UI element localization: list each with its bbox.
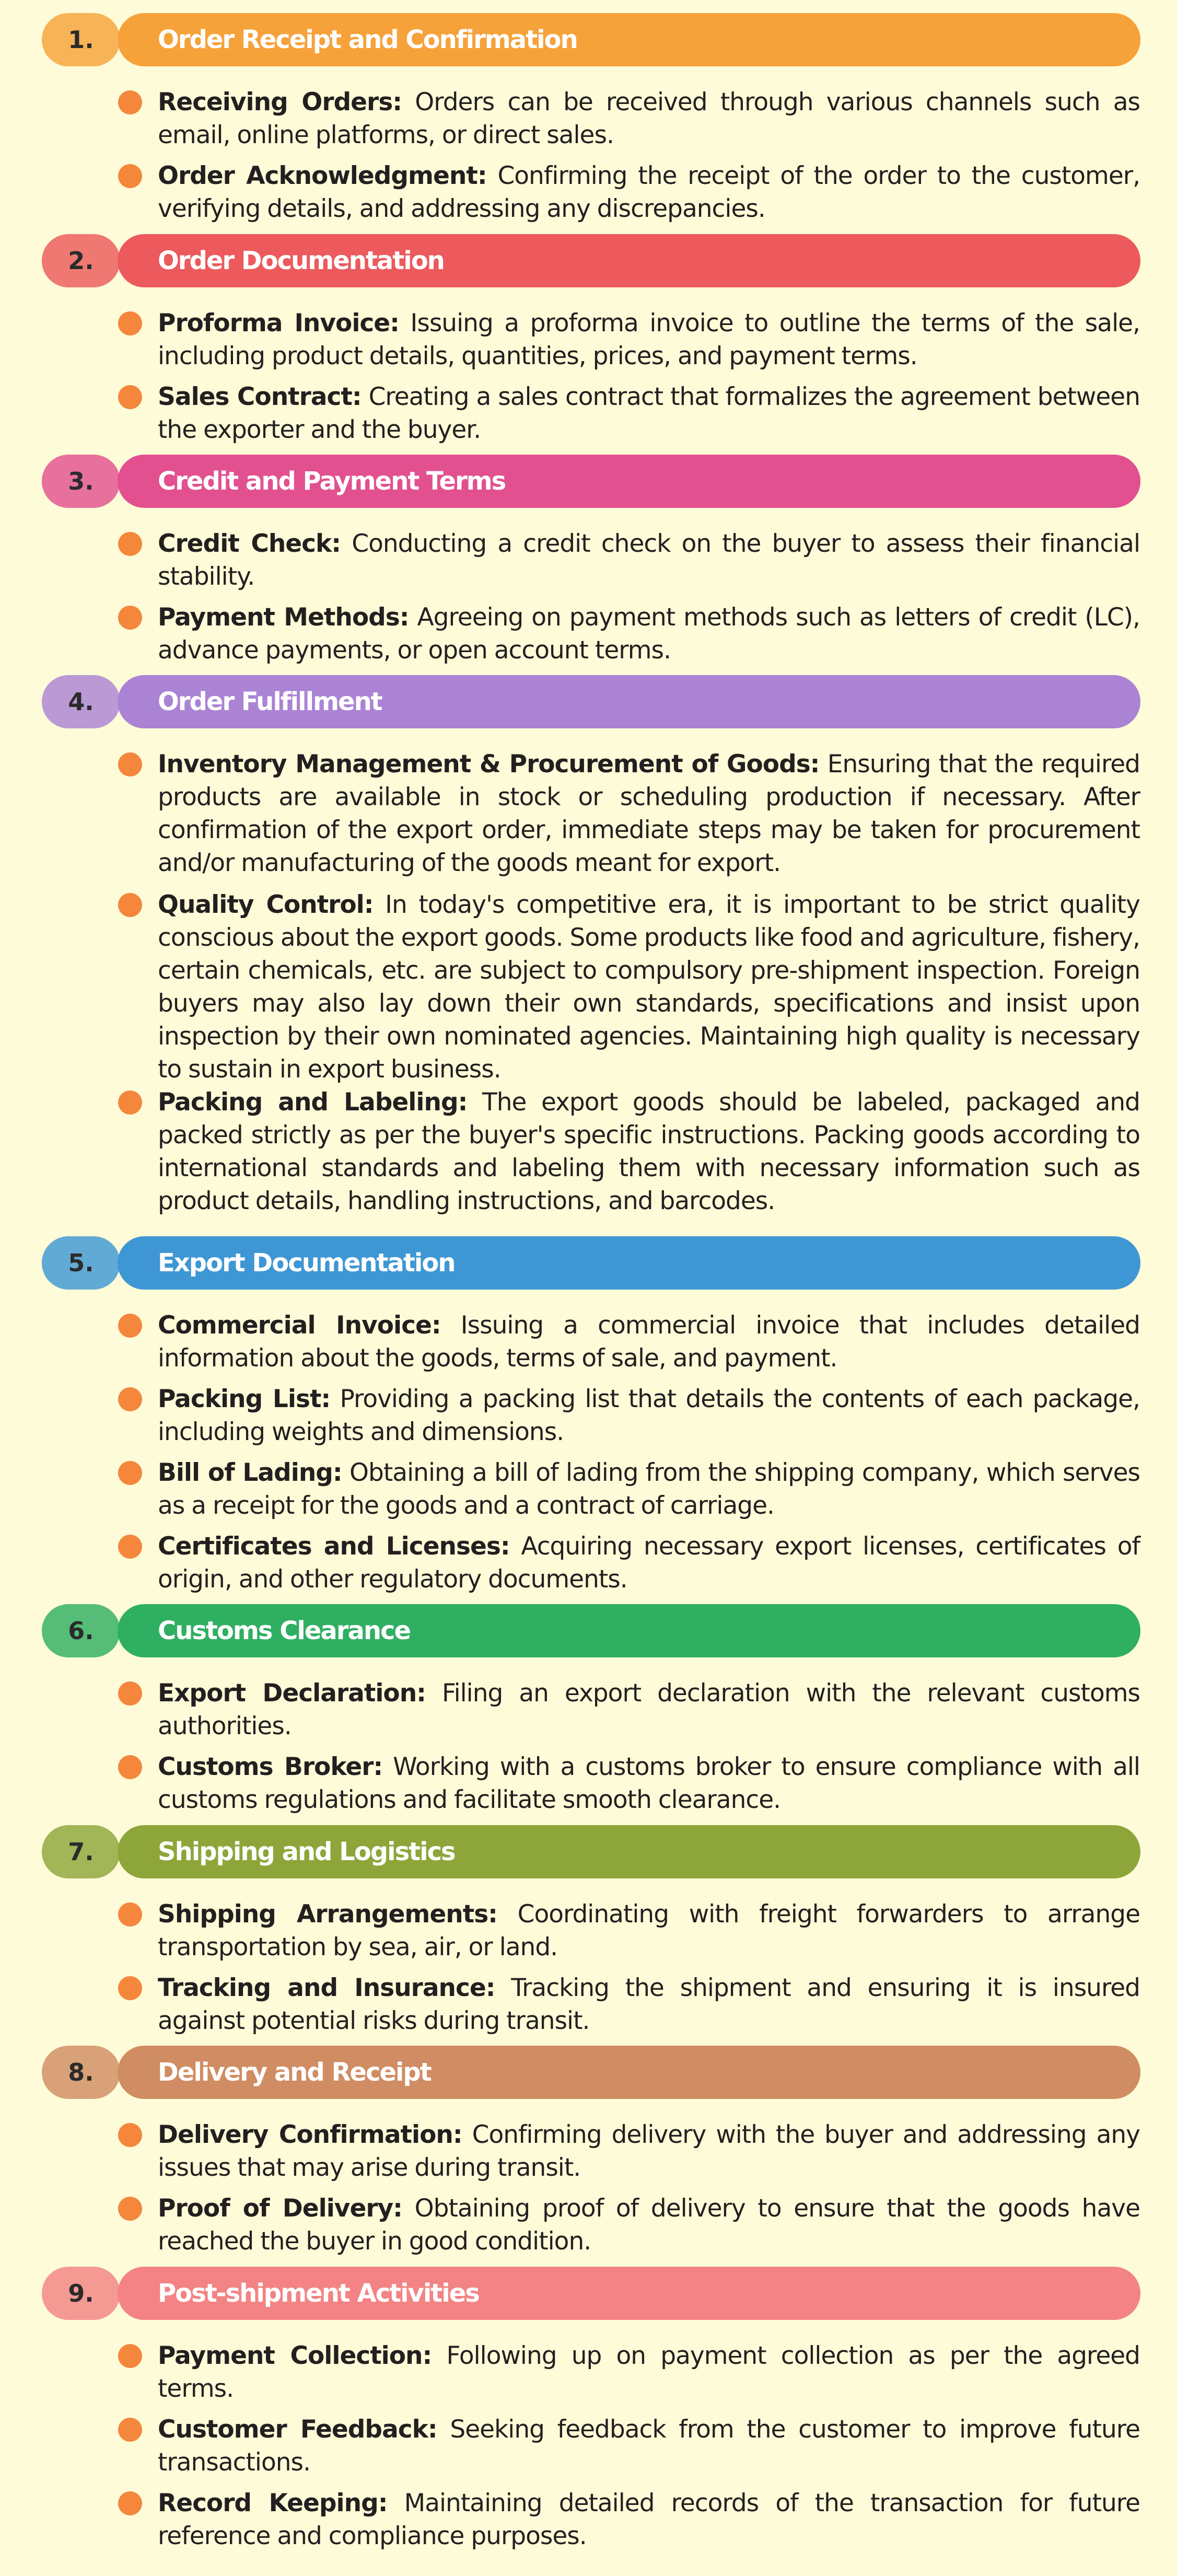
bullet-text <box>158 2413 1140 2479</box>
section-number: 9. <box>68 2279 94 2307</box>
bullet-description: Maintaining detailed records of the transaction for future reference and compliance purposes. <box>158 2489 1140 2550</box>
section-number: 4. <box>68 688 94 716</box>
bullet-text <box>158 1971 1140 2037</box>
bullet-description: The export goods should be labeled, packaged and packed strictly as per the buyer's specific instructions. Packing goods according to international standards and labeling them with necessary information such as product details, handling instructions, and barcodes. <box>158 1088 1140 1215</box>
bullet-label: Bill of Lading: <box>158 1458 342 1487</box>
bullet-text <box>158 1750 1140 1816</box>
bullet-description: Seeking feedback from the customer to improve future transactions. <box>158 2415 1140 2477</box>
bullet-description: In today's competitive era, it is important to be strict quality conscious about the export goods. Some products like food and agriculture, fishery, certain chemicals, etc. are subject to compulsory pre-shipment inspection. Foreign buyers may also lay down their own standards, specifications and insist upon inspection by their own nominated agencies. Maintaining high quality is necessary to sustain in export business. <box>158 890 1140 1084</box>
bullet-description: Filing an export declaration with the relevant customs authorities. <box>158 1679 1140 1740</box>
bullet-dot-icon <box>118 1461 142 1485</box>
bullet-label: Record Keeping: <box>158 2489 388 2517</box>
bullet-label: Order Acknowledgment: <box>158 161 487 190</box>
bullet-dot-icon <box>118 2197 142 2221</box>
bullet-dot-icon <box>118 1902 142 1927</box>
bullet-label: Payment Methods: <box>158 603 409 632</box>
section-header <box>42 2267 1140 2320</box>
bullet-description: Obtaining proof of delivery to ensure that the goods have reached the buyer in good condition. <box>158 2194 1140 2256</box>
bullet-dot-icon <box>118 2344 142 2368</box>
section-number: 8. <box>68 2058 94 2086</box>
bullet-label: Payment Collection: <box>158 2341 432 2370</box>
bullet-dot-icon <box>118 1755 142 1779</box>
bullet-label: Certificates and Licenses: <box>158 1532 510 1561</box>
section-number: 1. <box>68 26 94 54</box>
bullet-dot-icon <box>118 1387 142 1411</box>
section-title: Order Fulfillment <box>158 687 382 716</box>
bullet-dot-icon <box>118 2418 142 2442</box>
bullet-text <box>158 1086 1140 1217</box>
bullet-description: Confirming delivery with the buyer and addressing any issues that may arise during transit. <box>158 2120 1140 2182</box>
bullet-label: Receiving Orders: <box>158 88 402 117</box>
section-header <box>42 1604 1140 1657</box>
bullet-description: Following up on payment collection as per the agreed terms. <box>158 2341 1140 2403</box>
bullet-text <box>158 2487 1140 2552</box>
bullet-description: Creating a sales contract that formalizes the agreement between the exporter and the buyer. <box>158 382 1140 444</box>
bullet-dot-icon <box>118 752 142 776</box>
bullet-label: Customer Feedback: <box>158 2415 437 2444</box>
bullet-label: Credit Check: <box>158 529 341 558</box>
bullet-dot-icon <box>118 164 142 188</box>
bullet-text <box>158 748 1140 879</box>
section-number: 2. <box>68 247 94 275</box>
bullet-label: Commercial Invoice: <box>158 1311 441 1340</box>
bullet-label: Packing List: <box>158 1385 331 1413</box>
section-number: 7. <box>68 1838 94 1866</box>
bullet-description: Ensuring that the required products are available in stock or scheduling production if necessary. After confirmation of the export order, immediate steps may be taken for procurement and/or manufacturing of the goods meant for export. <box>158 750 1140 877</box>
bullet-dot-icon <box>118 893 142 917</box>
bullet-text <box>158 2192 1140 2258</box>
section-title: Export Documentation <box>158 1248 455 1278</box>
bullet-dot-icon <box>118 2123 142 2147</box>
bullet-label: Customs Broker: <box>158 1753 383 1781</box>
bullet-label: Export Declaration: <box>158 1679 426 1708</box>
bullet-text <box>158 380 1140 446</box>
bullet-text <box>158 1309 1140 1375</box>
bullet-dot-icon <box>118 385 142 409</box>
section-number: 5. <box>68 1249 94 1277</box>
bullet-description: Issuing a commercial invoice that includes detailed information about the goods, terms of sale, and payment. <box>158 1311 1140 1373</box>
section-header <box>42 13 1140 66</box>
bullet-description: Issuing a proforma invoice to outline the terms of the sale, including product details, quantities, prices, and payment terms. <box>158 309 1140 370</box>
bullet-dot-icon <box>118 2491 142 2515</box>
bullet-description: Working with a customs broker to ensure compliance with all customs regulations and facilitate smooth clearance. <box>158 1753 1140 1814</box>
bullet-text <box>158 1456 1140 1522</box>
bullet-label: Packing and Labeling: <box>158 1088 468 1117</box>
bullet-text <box>158 159 1140 225</box>
bullet-label: Proforma Invoice: <box>158 309 399 338</box>
bullet-text <box>158 1898 1140 1964</box>
bullet-text <box>158 1677 1140 1743</box>
bullet-description: Conducting a credit check on the buyer to assess their financial stability. <box>158 529 1140 591</box>
bullet-text <box>158 2339 1140 2405</box>
bullet-text <box>158 1530 1140 1596</box>
bullet-dot-icon <box>118 532 142 556</box>
bullet-description: Tracking the shipment and ensuring it is insured against potential risks during transit. <box>158 1974 1140 2035</box>
bullet-text <box>158 307 1140 373</box>
bullet-description: Coordinating with freight forwarders to arrange transportation by sea, air, or land. <box>158 1900 1140 1962</box>
bullet-dot-icon <box>118 1535 142 1559</box>
section-title: Customs Clearance <box>158 1616 411 1645</box>
bullet-label: Delivery Confirmation: <box>158 2120 462 2149</box>
bullet-text <box>158 527 1140 593</box>
bullet-description: Orders can be received through various channels such as email, online platforms, or direct sales. <box>158 88 1140 149</box>
bullet-dot-icon <box>118 90 142 114</box>
bullet-label: Proof of Delivery: <box>158 2194 402 2223</box>
bullet-label: Quality Control: <box>158 890 374 919</box>
bullet-label: Shipping Arrangements: <box>158 1900 497 1929</box>
bullet-description: Acquiring necessary export licenses, certificates of origin, and other regulatory documents. <box>158 1532 1140 1594</box>
bullet-dot-icon <box>118 311 142 335</box>
section-title: Delivery and Receipt <box>158 2058 431 2087</box>
bullet-text <box>158 2118 1140 2184</box>
bullet-dot-icon <box>118 1314 142 1338</box>
section-header <box>42 2046 1140 2099</box>
bullet-text <box>158 86 1140 152</box>
section-header <box>42 1236 1140 1290</box>
section-header <box>42 234 1140 287</box>
section-header <box>42 455 1140 508</box>
section-title: Credit and Payment Terms <box>158 467 506 496</box>
bullet-dot-icon <box>118 1681 142 1705</box>
bullet-text <box>158 1383 1140 1448</box>
section-number: 6. <box>68 1617 94 1645</box>
bullet-text <box>158 601 1140 667</box>
bullet-description: Providing a packing list that details the contents of each package, including weights and dimensions. <box>158 1385 1140 1446</box>
bullet-description: Obtaining a bill of lading from the shipping company, which serves as a receipt for the goods and a contract of carriage. <box>158 1458 1140 1520</box>
bullet-dot-icon <box>118 1090 142 1115</box>
section-number: 3. <box>68 467 94 495</box>
bullet-description: Agreeing on payment methods such as letters of credit (LC), advance payments, or open account terms. <box>158 603 1140 665</box>
bullet-label: Inventory Management & Procurement of Goods: <box>158 750 820 779</box>
bullet-label: Sales Contract: <box>158 382 362 411</box>
section-title: Post-shipment Activities <box>158 2279 479 2308</box>
bullet-dot-icon <box>118 606 142 630</box>
bullet-text <box>158 888 1140 1086</box>
section-header <box>42 1825 1140 1878</box>
section-title: Order Receipt and Confirmation <box>158 25 577 54</box>
section-title: Order Documentation <box>158 246 444 275</box>
bullet-dot-icon <box>118 1976 142 2000</box>
section-header <box>42 675 1140 728</box>
section-title: Shipping and Logistics <box>158 1837 455 1866</box>
bullet-label: Tracking and Insurance: <box>158 1974 495 2002</box>
bullet-description: Confirming the receipt of the order to the customer, verifying details, and addressing any discrepancies. <box>158 161 1140 223</box>
